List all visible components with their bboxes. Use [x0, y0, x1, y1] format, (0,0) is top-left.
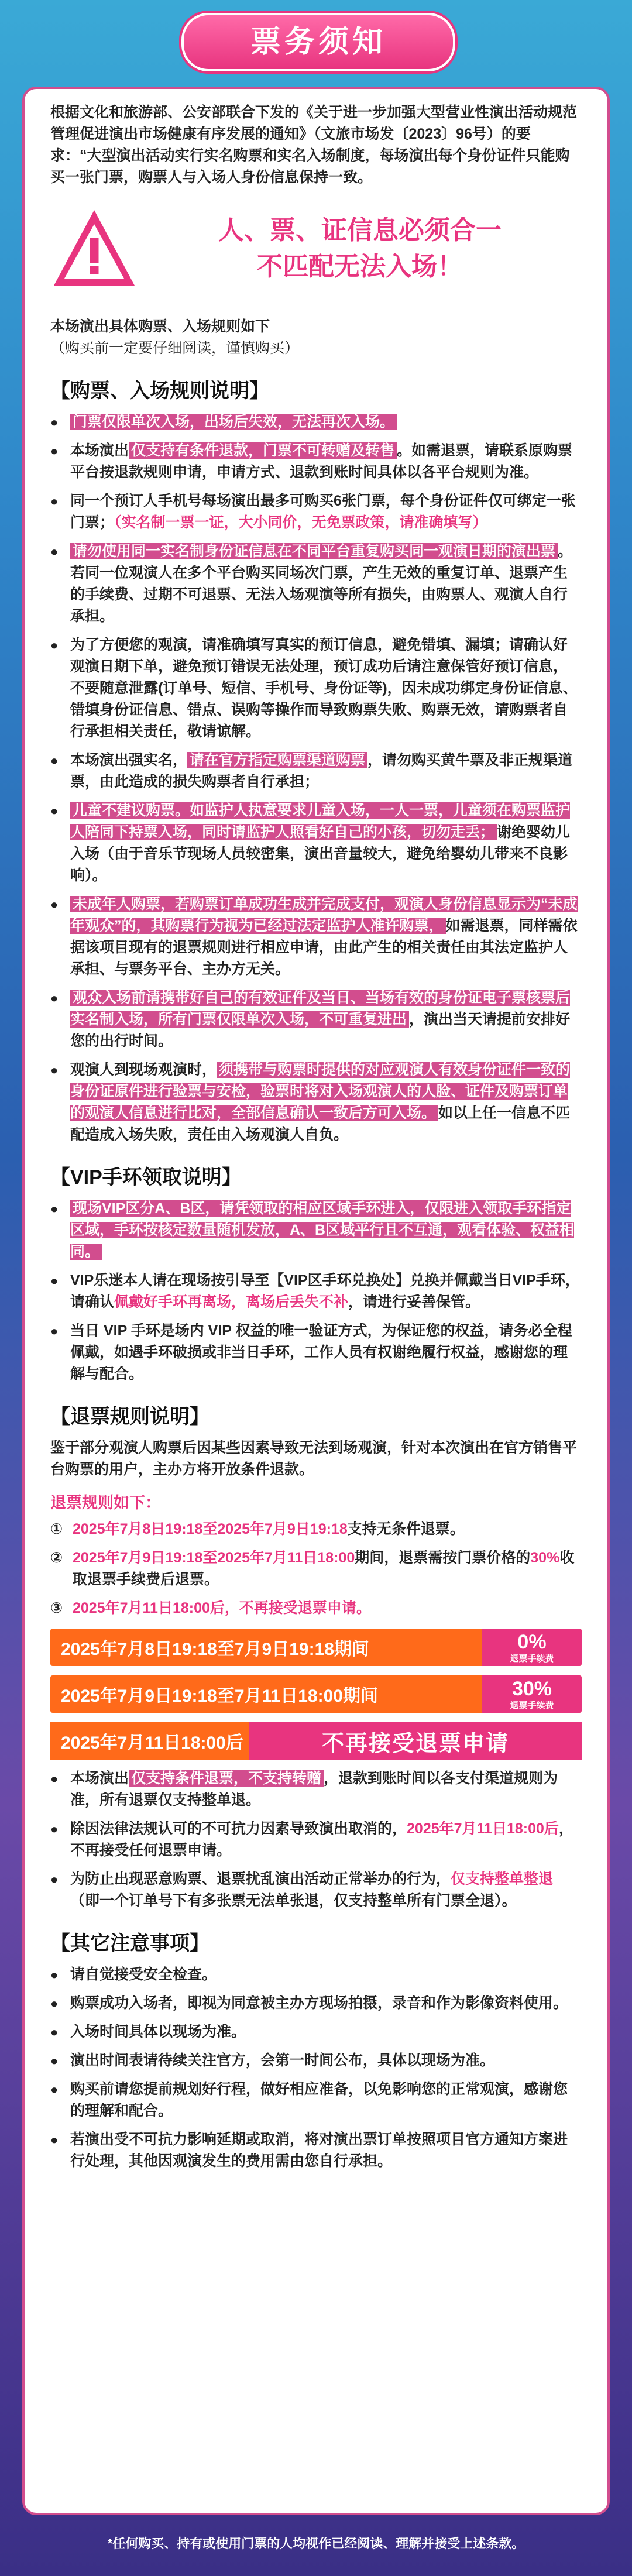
refund-period-bar-3 — [50, 1722, 582, 1760]
list-item: ● 购票成功入场者，即视为同意被主办方现场拍摄，录音和作为影像资料使用。 — [50, 1993, 582, 2014]
list-item: ● 入场时间具体以现场为准。 — [50, 2021, 582, 2043]
highlight-text: 2025年7月8日19:18至2025年7月9日19:18 — [73, 1521, 348, 1537]
fee-label: 退票手续费 — [510, 1653, 554, 1664]
list-item: ● 未成年人购票，若购票订单成功生成并完成支付，观演人身份信息显示为“未成年观众”的，其购票行为视为已经过法定监护人准许购票， 如需退票，同样需依据该项目现有的退票规则进行相应申请，由此产生的相关责任由其法定监护人承担、与票务平台、主办方无关。 — [50, 896, 578, 977]
item-text: 请自觉接受安全检查。 — [70, 1966, 217, 1983]
period-label: 2025年7月8日19:18至7月9日19:18期间 — [61, 1640, 369, 1659]
list-item: ● VIP乐迷本人请在现场按引导至【VIP区手环兑换处】兑换并佩戴当日VIP手环，请确认佩戴好手环再离场，离场后丢失不补，请进行妥善保管。 — [50, 1272, 580, 1310]
item-text: 。如需退票，请联系原购票平台按退款规则申请，申请方式、退款到账时间具体以各平台规则为准。 — [70, 442, 573, 480]
item-text: 同一个预订人手机号每场演出最多可购买6张门票，每个身份证件仅可绑定一张门票； — [70, 493, 576, 531]
list-item: ● 演出时间表请待续关注官方，会第一时间公布，具体以现场为准。 — [50, 2050, 582, 2072]
highlight-text: （实名制一票一证，大小同价，无免票政策，请准确填写） — [114, 514, 487, 531]
item-text: VIP乐迷本人请在现场按引导至【VIP区手环兑换处】兑换并佩戴当日VIP手环，请确认 — [70, 1272, 580, 1310]
highlight-text: 须携带与购票时提供的对应观演人有效身份证件一致的身份证原件进行验票与安检，验票时将对入场观演人的人脸、证件及购票订单的观演人信息进行比对，全部信息确认一致后方可入场。 — [70, 1062, 571, 1121]
highlight-text: 佩戴好手环再离场，离场后丢失不补 — [114, 1294, 349, 1310]
highlight-text: 现场VIP区分A、B区，请凭领取的相应区域手环进入，仅限进入领取手环指定区域，手环按核定数量随机发放，A、B区域平行且不互通，观看体验、权益相同。 — [70, 1200, 575, 1260]
item-text: 本场演出 — [70, 1770, 129, 1787]
item-text: ，演出当天请提前安排好您的出行时间。 — [70, 1011, 571, 1049]
highlight-text: 请勿使用同一实名制身份证信息在不同平台重复购买同一观演日期的演出票 — [70, 543, 558, 559]
section-heading-refund: 【退票规则说明】 — [50, 1406, 209, 1428]
highlight-text: 请在官方指定购票渠道购票 — [187, 752, 367, 768]
fee-percent: 30% — [511, 1677, 552, 1700]
section-heading-vip: 【VIP手环领取说明】 — [50, 1166, 242, 1189]
item-text: 除因法律法规认可的不可抗力因素导致演出取消的， — [70, 1821, 407, 1837]
fee-percent: 0% — [517, 1630, 547, 1653]
item-text: 购票成功入场者，即视为同意被主办方现场拍摄，录音和作为影像资料使用。 — [70, 1995, 568, 2011]
refund-rule — [50, 1519, 582, 1540]
fee-badge — [482, 1629, 582, 1666]
highlight-text: 未成年人购票，若购票订单成功生成并完成支付，观演人身份信息显示为“未成年观众”的，其购票行为视为已经过法定监护人准许购票， — [70, 896, 578, 934]
item-text: ，退款到账时间以各支付渠道规则为准，所有退票仅支持整单退。 — [70, 1770, 558, 1808]
refund-period-bar-1 — [50, 1629, 582, 1666]
list-item: ● 本场演出强实名， 请在官方指定购票渠道购票 ，请勿购买黄牛票及非正规渠道票，由此造成的损失购票者自行承担； — [50, 752, 573, 790]
warning-line-1: 人、票、证信息必须合一 — [218, 216, 502, 245]
fee-badge — [482, 1675, 582, 1713]
list-item: ● 本场演出 仅支持有条件退款，门票不可转赠及转售 。如需退票，请联系原购票平台按退款规则申请，申请方式、退款到账时间具体以各平台规则为准。 — [50, 442, 573, 480]
item-text: 入场时间具体以现场为准。 — [70, 2024, 246, 2040]
highlight-text: 仅支持有条件退款，门票不可转赠及转售 — [129, 442, 397, 459]
item-text: 如需退票，同样需依据该项目现有的退票规则进行相应申请，由此产生的相关责任由其法定监护人承担、与票务平台、主办方无关。 — [70, 918, 578, 977]
highlight-text: 30% — [530, 1550, 560, 1566]
period-label: 2025年7月9日19:18至7月11日18:00期间 — [61, 1687, 378, 1706]
highlight-text: 仅支持条件退票，不支持转赠 — [129, 1770, 324, 1787]
refund-intro: 鉴于部分观演人购票后因某些因素导致无法到场观演，针对本次演出在官方销售平台购票的用户，主办方将开放条件退款。 — [50, 1440, 578, 1478]
item-text: ，请勿购买黄牛票及非正规渠道票，由此造成的损失购票者自行承担； — [70, 752, 573, 790]
section-heading-purchase: 【购票、入场规则说明】 — [50, 380, 269, 402]
item-text: 支持无条件退票。 — [347, 1521, 465, 1537]
list-item: ● 购买前请您提前规划好行程，做好相应准备，以免影响您的正常观演，感谢您的理解和配合。 — [50, 2079, 582, 2122]
list-item: ● 观众入场前请携带好自己的有效证件及当日、当场有效的身份证电子票核票后实名制入场，所有门票仅限单次入场，不可重复进出 ，演出当天请提前安排好您的出行时间。 — [50, 990, 571, 1049]
warning-triangle-icon — [50, 205, 138, 293]
list-item: ● 儿童不建议购票。如监护人执意要求儿童入场，一人一票，儿童须在购票监护人陪同下持票入场，同时请监护人照看好自己的小孩，切勿走丢； 谢绝婴幼儿入场（由于音乐节现场人员较密集，演出音量较大，避免给婴幼儿带来不良影响）。 — [50, 802, 571, 884]
item-text: 本场演出强实名， — [70, 752, 188, 768]
item-text: 观演人到现场观演时， — [70, 1062, 217, 1078]
item-text: （即一个订单号下有多张票无法单张退，仅支持整单所有门票全退）。 — [70, 1892, 517, 1909]
notice-card — [22, 87, 610, 2515]
highlight-text: 仅支持整单整退 — [451, 1871, 554, 1887]
list-item: ● 本场演出 仅支持条件退票，不支持转赠 ，退款到账时间以各支付渠道规则为准，所有退票仅支持整单退。 — [50, 1770, 558, 1808]
item-text: ，不再接受任何退票申请。 — [70, 1821, 573, 1859]
list-item: ● 为防止出现恶意购票、退票扰乱演出活动正常举办的行为，仅支持整单整退（即一个订单号下有多张票无法单张退，仅支持整单所有门票全退）。 — [50, 1871, 554, 1909]
item-text: 谢绝婴幼儿入场（由于音乐节现场人员较密集，演出音量较大，避免给婴幼儿带来不良影响）。 — [70, 824, 571, 884]
list-item: ● 请自觉接受安全检查。 — [50, 1964, 582, 1986]
list-item: ● 请勿使用同一实名制身份证信息在不同平台重复购买同一观演日期的演出票 。若同一位观演人在多个平台购买同场次门票，产生无效的重复订单、退票产生的手续费、过期不可退票、无法入场观演等所有损失，由购票人、观演人自行承担。 — [50, 543, 573, 624]
highlight-text: 观众入场前请携带好自己的有效证件及当日、当场有效的身份证电子票核票后实名制入场，所有门票仅限单次入场，不可重复进出 — [70, 990, 571, 1028]
list-item: ● 除因法律法规认可的不可抗力因素导致演出取消的，2025年7月11日18:00后，不再接受任何退票申请。 — [50, 1821, 573, 1859]
refund-rules-heading: 退票规则如下： — [50, 1494, 161, 1512]
list-item: ● 为了方便您的观演，请准确填写真实的预订信息，避免错填、漏填；请确认好观演日期下单，避免预订错误无法处理，预订成功后请注意保管好预订信息，不要随意泄露(订单号、短信、手机号、身份证等)，因未成功绑定身份证信息、错填身份证信息、错点、误购等操作而导致购票失败、购票无效，请购票者自行承担相关责任，敬请谅解。 — [50, 634, 582, 743]
item-text: 若演出受不可抗力影响延期或取消，将对演出票订单按照项目官方通知方案进行处理，其他因观演发生的费用需由您自行承担。 — [70, 2131, 568, 2169]
refund-period-bar-2 — [50, 1675, 582, 1713]
footer-disclaimer: *任何购买、持有或使用门票的人均视作已经阅读、理解并接受上述条款。 — [107, 2536, 525, 2551]
item-text: 购买前请您提前规划好行程，做好相应准备，以免影响您的正常观演，感谢您的理解和配合。 — [70, 2081, 568, 2119]
highlight-text: 2025年7月11日18:00后，不再接受退票申请。 — [73, 1600, 371, 1616]
rule-number: ① — [50, 1521, 63, 1537]
item-text: 期间，退票需按门票价格的 — [355, 1550, 531, 1566]
refund-rule — [50, 1547, 582, 1591]
list-item: ● 当日 VIP 手环是场内 VIP 权益的唯一验证方式，为保证您的权益，请务必全程佩戴，如遇手环破损或非当日手环，工作人员有权谢绝履行权益，感谢您的理解与配合。 — [50, 1320, 582, 1385]
item-text: ，请进行妥善保管。 — [348, 1294, 480, 1310]
rule-number: ② — [50, 1550, 63, 1566]
item-text: 。若同一位观演人在多个平台购买同场次门票，产生无效的重复订单、退票产生的手续费、过期不可退票、无法入场观演等所有损失，由购票人、观演人自行承担。 — [70, 543, 573, 624]
notice-line-2: （购买前一定要仔细阅读，谨慎购买） — [50, 340, 300, 356]
item-text: 收取退票手续费后退票。 — [73, 1550, 575, 1588]
highlight-text: 2025年7月9日19:18至2025年7月11日18:00 — [73, 1550, 355, 1566]
no-refund-label: 不再接受退票申请 — [249, 1722, 582, 1760]
warning-banner — [50, 199, 582, 298]
highlight-text: 儿童不建议购票。如监护人执意要求儿童入场，一人一票，儿童须在购票监护人陪同下持票入场，同时请监护人照看好自己的小孩，切勿走丢； — [70, 802, 571, 840]
item-text: 为了方便您的观演，请准确填写真实的预订信息，避免错填、漏填；请确认好观演日期下单，避免预订错误无法处理，预订成功后请注意保管好预订信息，不要随意泄露(订单号、短信、手机号、身份证等)，因未成功绑定身份证信息、错填身份证信息、错点、误购等操作而导致购票失败、购票无效，请购票者自行承担相关责任，敬请谅解。 — [70, 637, 578, 740]
list-item: ● 若演出受不可抗力影响延期或取消，将对演出票订单按照项目官方通知方案进行处理，其他因观演发生的费用需由您自行承担。 — [50, 2129, 582, 2172]
item-text: 如以上任一信息不匹配造成入场失败，责任由入场观演人自负。 — [70, 1105, 571, 1143]
intro-text: 根据文化和旅游部、公安部联合下发的《关于进一步加强大型营业性演出活动规范管理促进演出市场健康有序发展的通知》（文旅市场发〔2023〕96号）的要求：“大型演出活动实行实名购票和实名入场制度，每场演出每个身份证件只能购买一张门票，购票人与入场人身份信息保持一致。 — [50, 104, 578, 186]
list-item: ● 同一个预订人手机号每场演出最多可购买6张门票，每个身份证件仅可绑定一张门票；（实名制一票一证，大小同价，无免票政策，请准确填写） — [50, 493, 576, 531]
fee-label: 退票手续费 — [510, 1700, 554, 1711]
item-text: 当日 VIP 手环是场内 VIP 权益的唯一验证方式，为保证您的权益，请务必全程佩戴，如遇手环破损或非当日手环，工作人员有权谢绝履行权益，感谢您的理解与配合。 — [70, 1323, 572, 1382]
item-text: 本场演出 — [70, 442, 129, 459]
list-item: ● 观演人到现场观演时， 须携带与购票时提供的对应观演人有效身份证件一致的身份证原件进行验票与安检，验票时将对入场观演人的人脸、证件及购票订单的观演人信息进行比对，全部信息确认一致后方可入场。 如以上任一信息不匹配造成入场失败，责任由入场观演人自负。 — [50, 1062, 571, 1143]
page-title: 票务须知 — [181, 13, 455, 71]
rule-number: ③ — [50, 1600, 63, 1616]
highlight-text: 门票仅限单次入场，出场后失效，无法再次入场。 — [70, 414, 397, 430]
notice-line-1: 本场演出具体购票、入场规则如下 — [50, 318, 270, 335]
warning-line-2: 不匹配无法入场！ — [257, 252, 463, 281]
list-item: ● 门票仅限单次入场，出场后失效，无法再次入场。 — [50, 411, 582, 433]
warning-text — [138, 212, 582, 285]
item-text: 为防止出现恶意购票、退票扰乱演出活动正常举办的行为， — [70, 1871, 451, 1887]
section-heading-other: 【其它注意事项】 — [50, 1932, 209, 1955]
refund-rule — [50, 1598, 582, 1619]
period-label: 2025年7月11日18:00后 — [50, 1722, 249, 1760]
item-text: 演出时间表请待续关注官方，会第一时间公布，具体以现场为准。 — [70, 2052, 495, 2069]
highlight-text: 2025年7月11日18:00后 — [407, 1821, 559, 1837]
list-item: ● 现场VIP区分A、B区，请凭领取的相应区域手环进入，仅限进入领取手环指定区域，手环按核定数量随机发放，A、B区域平行且不互通，观看体验、权益相同。 — [50, 1200, 575, 1260]
